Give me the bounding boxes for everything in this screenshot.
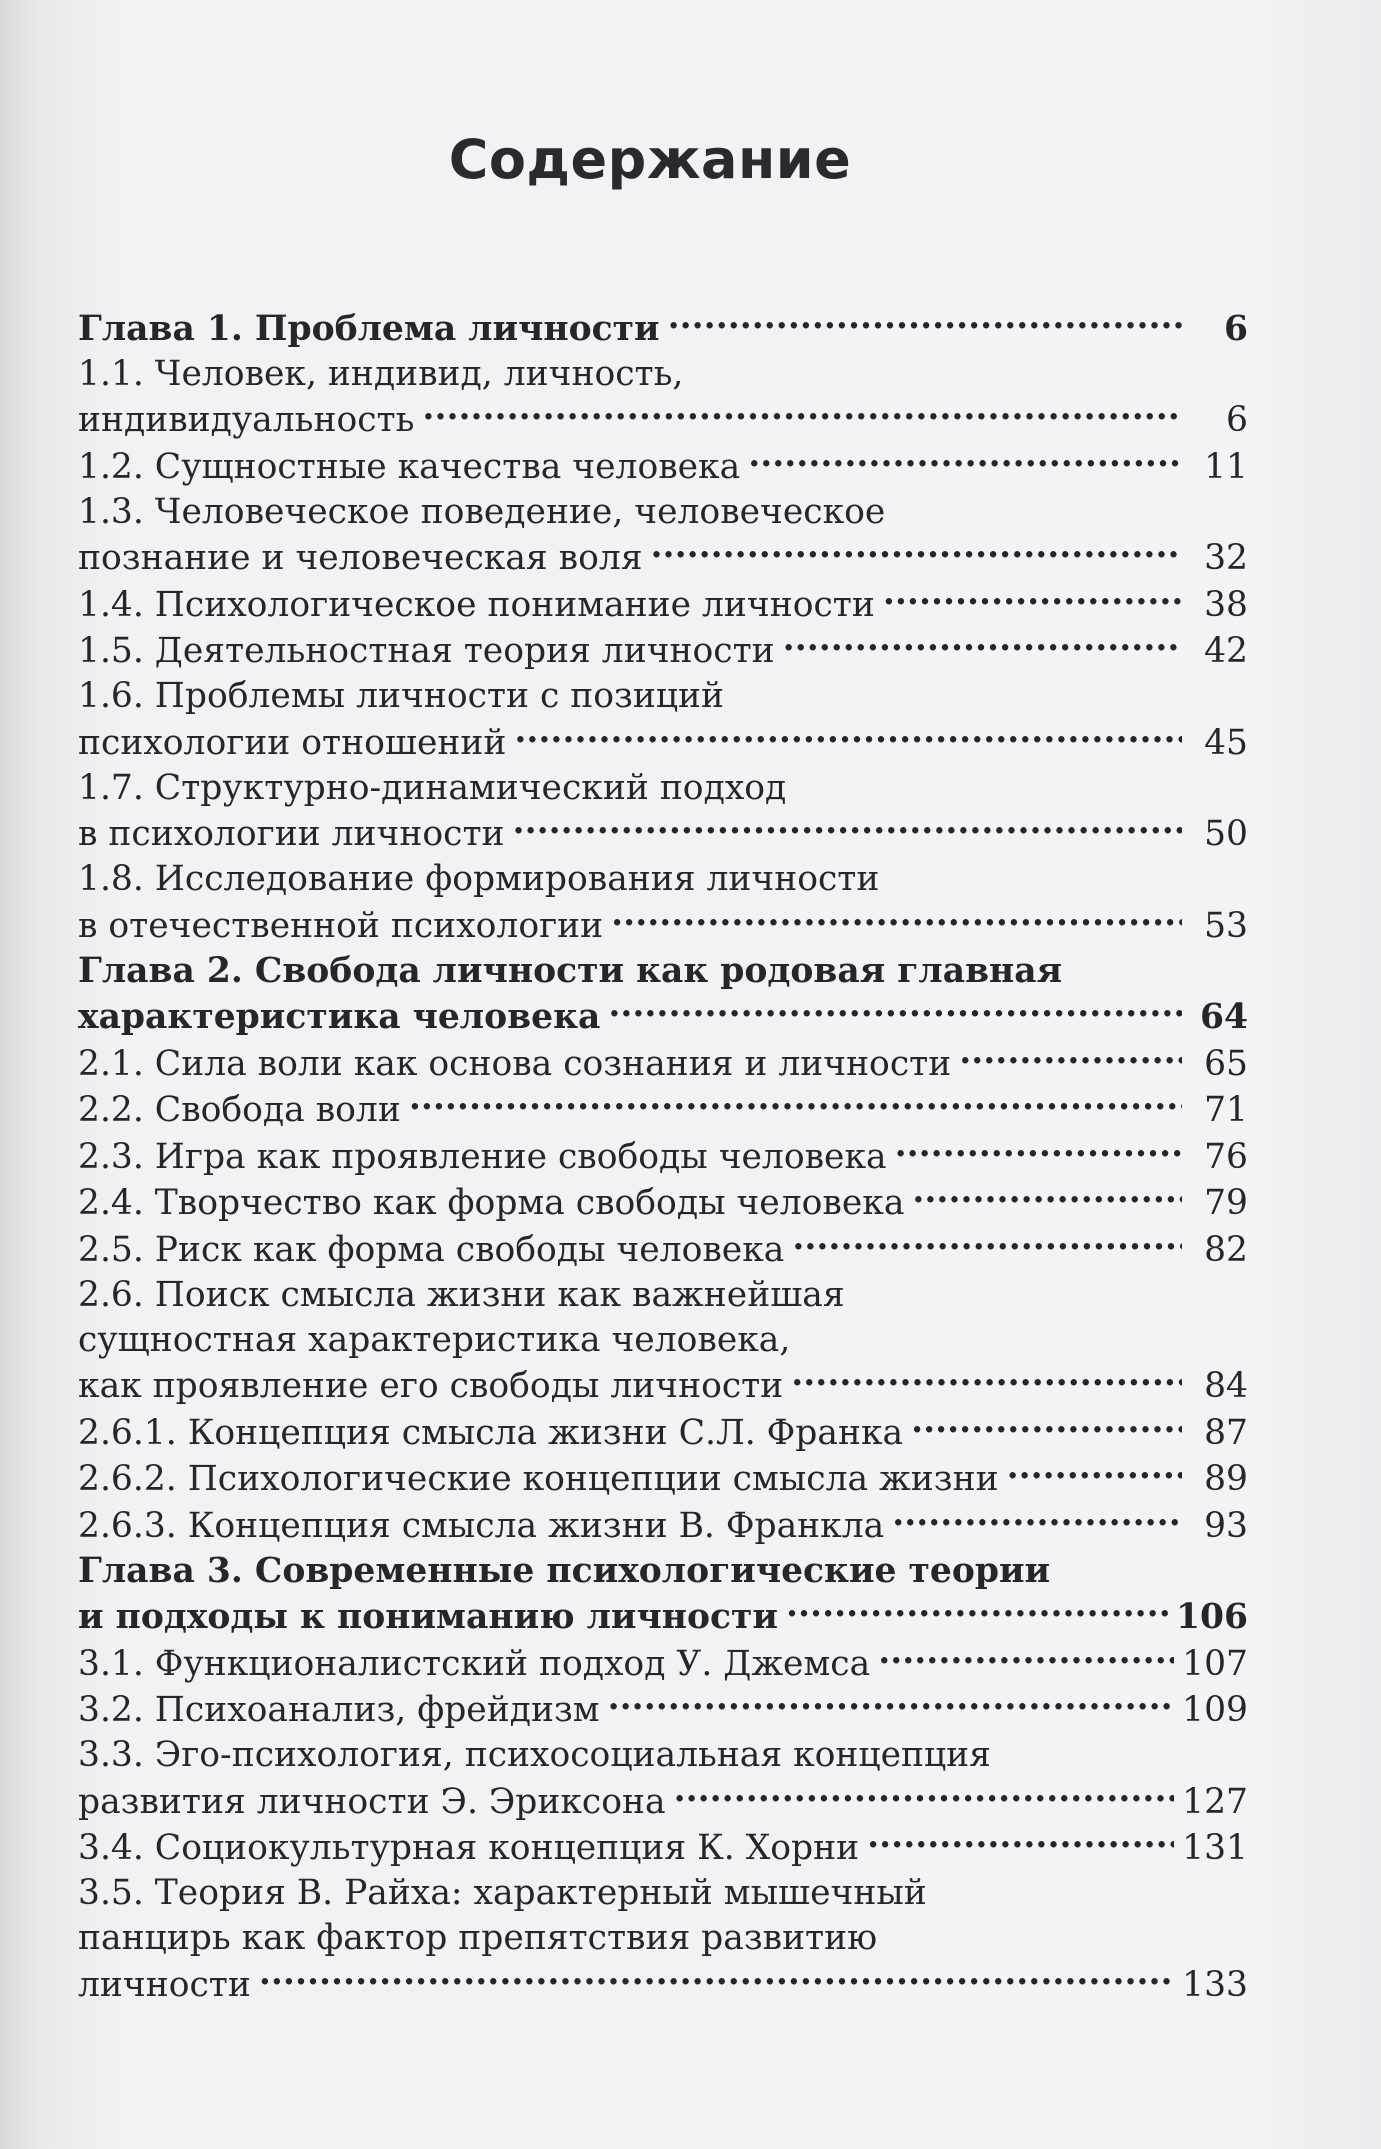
toc-entry-title-line: развития личности Э. Эриксона — [78, 1781, 666, 1822]
toc-page-number: 6 — [1223, 308, 1248, 349]
toc-page-number: 107 — [1182, 1643, 1248, 1684]
toc-entry-last-line — [78, 1226, 1248, 1273]
toc-section-entry — [78, 1273, 1248, 1410]
toc-section-entry — [78, 352, 1248, 444]
toc-entry-title-line: 1.3. Человеческое поведение, человеческое — [78, 491, 886, 532]
toc-section-entry — [78, 490, 1248, 582]
toc-page-number: 6 — [1226, 400, 1248, 440]
toc-chapter-entry — [78, 305, 1248, 352]
toc-entry-title-line: психологии отношений — [78, 722, 507, 763]
toc-entry-title-line: 1.8. Исследование формирования личности — [78, 859, 880, 899]
dot-leader — [792, 1226, 1182, 1261]
toc-entry-title-line: 2.2. Свобода воли — [78, 1090, 401, 1130]
toc-entry-title-line: как проявление его свободы личности — [78, 1366, 784, 1406]
toc-page-number: 11 — [1204, 446, 1248, 487]
toc-entry-last-line — [78, 443, 1248, 490]
toc-chapter-entry — [78, 1549, 1248, 1641]
dot-leader — [867, 1825, 1174, 1860]
toc-entry-last-line — [78, 1825, 1248, 1872]
dot-leader — [513, 811, 1182, 846]
toc-section-entry — [78, 1687, 1248, 1734]
page-title: Содержание — [448, 128, 852, 191]
toc-page-number: 87 — [1204, 1412, 1248, 1453]
toc-entry-last-line — [78, 1409, 1248, 1456]
dot-leader — [668, 305, 1182, 340]
toc-section-entry — [78, 857, 1248, 949]
toc-entry-title-line: в отечественной психологии — [78, 905, 604, 946]
toc-entry-last-line — [78, 1687, 1248, 1734]
toc-page-number: 42 — [1204, 631, 1248, 671]
toc-entry-title-line: в психологии личности — [78, 814, 505, 854]
dot-leader — [608, 994, 1182, 1029]
toc-page-number: 133 — [1182, 1964, 1248, 2005]
toc-entry-last-line — [78, 994, 1248, 1041]
toc-section-entry — [78, 1733, 1248, 1825]
toc-entry-last-line — [78, 1133, 1248, 1180]
toc-entry-title-line: личности — [78, 1964, 251, 2005]
toc-page-number: 82 — [1204, 1229, 1248, 1270]
toc-page-number: 84 — [1204, 1366, 1248, 1406]
dot-leader — [608, 1687, 1175, 1722]
dot-leader — [892, 1502, 1182, 1537]
toc-entry-title-line: 2.3. Игра как проявление свободы человека — [78, 1136, 887, 1177]
toc-entry-last-line — [78, 628, 1248, 675]
toc-entry-last-line — [78, 1778, 1248, 1825]
toc-entry-title-line: и подходы к пониманию личности — [78, 1597, 779, 1637]
toc-page-number: 93 — [1204, 1505, 1248, 1546]
toc-page-number: 109 — [1182, 1690, 1248, 1730]
toc-section-entry — [78, 581, 1248, 628]
toc-section-entry — [78, 766, 1248, 858]
toc-entry-title-line: 1.5. Деятельностная теория личности — [78, 631, 775, 671]
dot-leader — [959, 1040, 1182, 1075]
toc-entry-title-line: 3.4. Социокультурная концепция К. Хорни — [78, 1828, 860, 1868]
toc-entry-title-line: 3.3. Эго-психология, психосоциальная концепция — [78, 1735, 991, 1775]
dot-leader — [878, 1640, 1174, 1675]
toc-entry-last-line — [78, 397, 1248, 444]
toc-entry-title-line: 2.6.3. Концепция смысла жизни В. Франкла — [78, 1505, 885, 1546]
toc-section-entry — [78, 1502, 1248, 1549]
toc-entry-last-line — [78, 1640, 1248, 1687]
toc-entry-title-line: 3.5. Теория В. Райха: характерный мышечный — [78, 1873, 927, 1913]
toc-page-number: 79 — [1204, 1183, 1248, 1223]
toc-entry-title-line: панцирь как фактор препятствия развитию — [78, 1918, 878, 1958]
toc-section-entry — [78, 1087, 1248, 1134]
toc-entry-last-line — [78, 1363, 1248, 1410]
toc-entry-title-line: 3.1. Функционалистский подход У. Джемса — [78, 1643, 871, 1684]
toc-entry-last-line — [78, 535, 1248, 582]
toc-entry-title-line: 2.6. Поиск смысла жизни как важнейшая — [78, 1274, 845, 1315]
toc-section-entry — [78, 1226, 1248, 1273]
dot-leader — [422, 397, 1182, 432]
toc-entry-title-line: Глава 3. Современные психологические теории — [78, 1550, 1051, 1591]
toc-entry-title-line: познание и человеческая воля — [78, 538, 643, 578]
toc-entry-title-line: 1.1. Человек, индивид, личность, — [78, 353, 684, 394]
toc-section-entry — [78, 1040, 1248, 1087]
toc-section-entry — [78, 1133, 1248, 1180]
toc-page-number: 45 — [1204, 722, 1248, 763]
table-of-contents — [78, 305, 1248, 2008]
dot-leader — [409, 1087, 1182, 1122]
toc-section-entry — [78, 1180, 1248, 1227]
toc-page-number: 65 — [1204, 1043, 1248, 1084]
toc-entry-last-line — [78, 1456, 1248, 1503]
dot-leader — [748, 443, 1182, 478]
toc-page-number: 106 — [1175, 1597, 1248, 1637]
dot-leader — [895, 1133, 1182, 1168]
toc-entry-last-line — [78, 305, 1248, 352]
dot-leader — [786, 1594, 1168, 1629]
toc-entry-title-line: 2.6.2. Психологические концепции смысла жизни — [78, 1459, 999, 1499]
toc-page-number: 64 — [1199, 997, 1248, 1037]
toc-entry-last-line — [78, 902, 1248, 949]
dot-leader — [783, 628, 1182, 663]
toc-entry-last-line — [78, 1961, 1248, 2008]
dot-leader — [791, 1363, 1182, 1398]
toc-entry-title-line: 1.4. Психологическое понимание личности — [78, 584, 875, 625]
toc-section-entry — [78, 628, 1248, 675]
toc-section-entry — [78, 1871, 1248, 2008]
toc-section-entry — [78, 1825, 1248, 1872]
toc-entry-title-line: сущностная характеристика человека, — [78, 1319, 791, 1360]
toc-entry-last-line — [78, 719, 1248, 766]
toc-section-entry — [78, 674, 1248, 766]
toc-page-number: 89 — [1204, 1459, 1248, 1499]
dot-leader — [514, 719, 1182, 754]
toc-entry-title-line: 1.6. Проблемы личности с позиций — [78, 676, 724, 716]
toc-entry-title-line: 3.2. Психоанализ, фрейдизм — [78, 1690, 600, 1730]
dot-leader — [911, 1409, 1182, 1444]
toc-section-entry — [78, 443, 1248, 490]
dot-leader — [1007, 1456, 1182, 1491]
toc-entry-title-line: 1.7. Структурно-динамический подход — [78, 767, 787, 808]
toc-entry-title-line: 1.2. Сущностные качества человека — [78, 446, 741, 487]
dot-leader — [912, 1180, 1182, 1215]
toc-entry-title-line: 2.1. Сила воли как основа сознания и личности — [78, 1043, 952, 1084]
toc-page-number: 71 — [1204, 1090, 1248, 1130]
toc-entry-title-line: 2.6.1. Концепция смысла жизни С.Л. Франка — [78, 1412, 904, 1453]
toc-chapter-entry — [78, 949, 1248, 1041]
toc-section-entry — [78, 1640, 1248, 1687]
toc-section-entry — [78, 1409, 1248, 1456]
toc-entry-last-line — [78, 1180, 1248, 1227]
toc-entry-title-line: 2.5. Риск как форма свободы человека — [78, 1229, 785, 1270]
toc-section-entry — [78, 1456, 1248, 1503]
toc-entry-last-line — [78, 581, 1248, 628]
toc-entry-title-line: Глава 2. Свобода личности как родовая главная — [78, 950, 1063, 991]
toc-page-number: 32 — [1204, 538, 1248, 578]
toc-page-number: 127 — [1182, 1781, 1248, 1822]
toc-entry-title-line: 2.4. Творчество как форма свободы человека — [78, 1183, 905, 1223]
toc-page-number: 50 — [1204, 814, 1248, 854]
dot-leader — [651, 535, 1182, 570]
dot-leader — [883, 581, 1182, 616]
toc-entry-title-line: индивидуальность — [78, 400, 415, 440]
dot-leader — [259, 1961, 1174, 1996]
toc-page-number: 76 — [1204, 1136, 1248, 1177]
toc-entry-title-line: Глава 1. Проблема личности — [78, 308, 660, 349]
toc-entry-last-line — [78, 1040, 1248, 1087]
dot-leader — [611, 902, 1182, 937]
toc-page-number: 38 — [1204, 584, 1248, 625]
toc-entry-last-line — [78, 811, 1248, 858]
toc-entry-last-line — [78, 1502, 1248, 1549]
toc-page-number: 131 — [1182, 1828, 1248, 1868]
toc-page-number: 53 — [1204, 905, 1248, 946]
toc-entry-last-line — [78, 1594, 1248, 1641]
toc-entry-last-line — [78, 1087, 1248, 1134]
toc-entry-title-line: характеристика человека — [78, 997, 601, 1037]
dot-leader — [674, 1778, 1175, 1813]
